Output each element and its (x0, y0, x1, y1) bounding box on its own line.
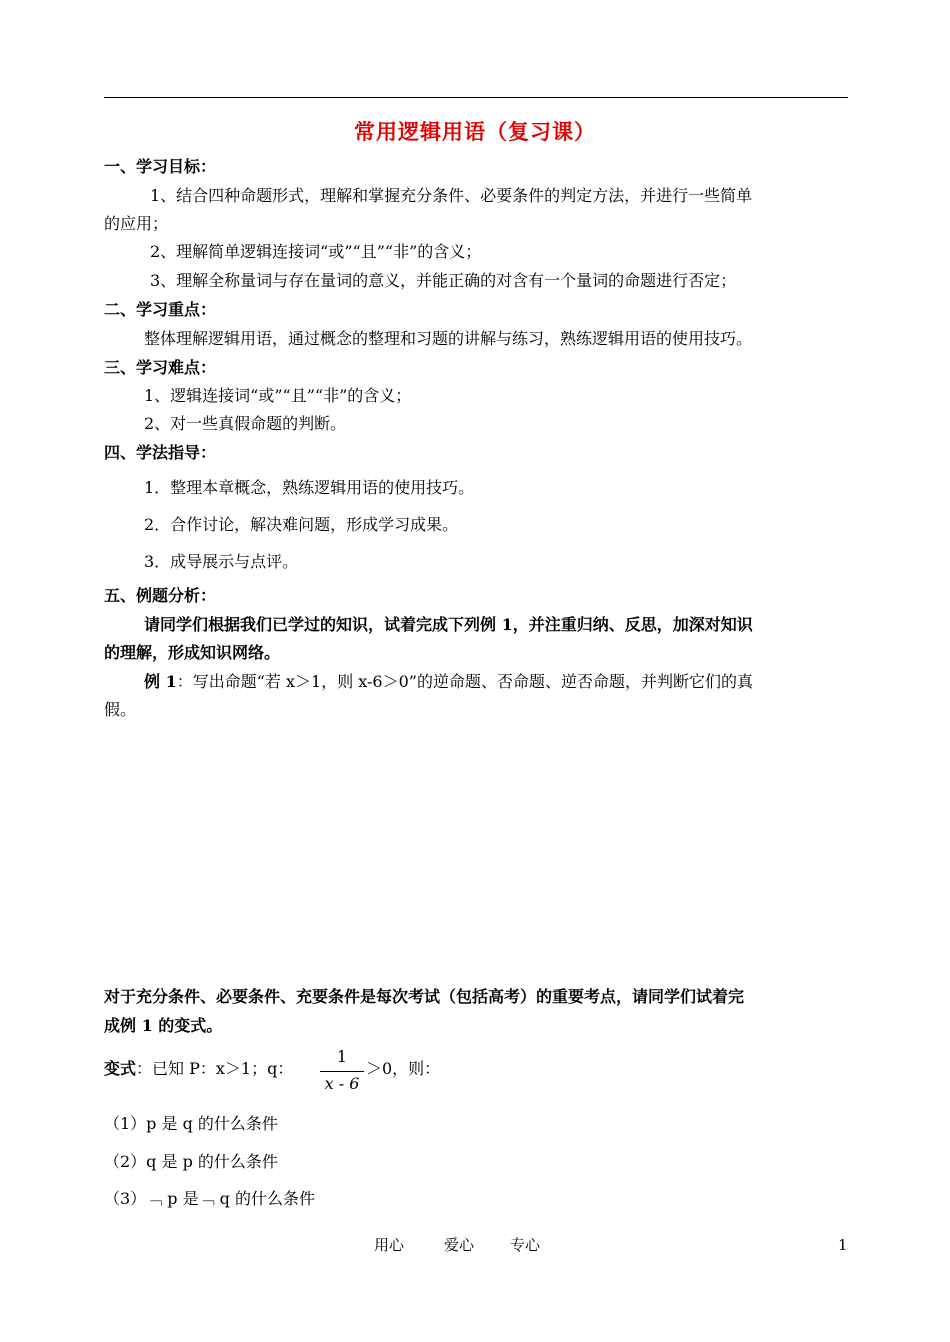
difficulty-2: 2、对一些真假命题的判断。 (144, 414, 347, 433)
difficulty-1: 1、逻辑连接词“或”“且”“非”的含义； (144, 386, 412, 405)
page-number: 1 (838, 1236, 848, 1254)
fraction-denominator: x - 6 (324, 1074, 360, 1093)
variant-condition-suffix: ＞0，则： (366, 1059, 441, 1078)
example-intro-line-2: 的理解，形成知识网络。 (104, 643, 281, 662)
fraction (318, 1047, 366, 1097)
variant-question-1: （1）p 是 q 的什么条件 (104, 1114, 278, 1133)
variant-question-2: （2）q 是 p 的什么条件 (104, 1152, 278, 1171)
footer-word-1: 用心 (374, 1236, 405, 1254)
section-4-heading: 四、学法指导： (104, 443, 217, 462)
objective-1-line-1: 1、结合四种命题形式，理解和掌握充分条件、必要条件的判定方法，并进行一些简单 (150, 186, 753, 205)
fraction-numerator: 1 (336, 1047, 348, 1066)
header-rule (104, 97, 848, 98)
variant-question-3: （3）﹁ p 是﹁ q 的什么条件 (104, 1189, 316, 1208)
method-2: 2．合作讨论，解决难问题，形成学习成果。 (144, 515, 459, 534)
section-1-heading: 一、学习目标： (104, 157, 217, 176)
section-3-heading: 三、学习难点： (104, 358, 217, 377)
variant-condition-prefix: ：已知 P：x＞1；q： (136, 1059, 294, 1078)
fraction-bar (320, 1071, 364, 1072)
method-3: 3．成导展示与点评。 (144, 552, 299, 571)
method-1: 1．整理本章概念，熟练逻辑用语的使用技巧。 (144, 478, 475, 497)
example-1-line-2: 假。 (104, 700, 137, 719)
example-intro-line-1: 请同学们根据我们已学过的知识，试着完成下列例 1，并注重归纳、反思，加深对知识 (144, 615, 753, 634)
objective-2: 2、理解简单逻辑连接词“或”“且”“非”的含义； (150, 242, 482, 261)
section-5-heading: 五、例题分析： (104, 586, 217, 605)
variant-condition (104, 1059, 318, 1079)
example-1-line-1 (104, 672, 848, 692)
variant-lead-line-1: 对于充分条件、必要条件、充要条件是每次考试（包括高考）的重要考点，请同学们试着完 (104, 987, 745, 1006)
section-2-heading: 二、学习重点： (104, 300, 217, 319)
page-title: 常用逻辑用语（复习课） (354, 119, 596, 144)
objective-3: 3、理解全称量词与存在量词的意义，并能正确的对含有一个量词的命题进行否定； (150, 271, 737, 290)
variant-lead-line-2: 成例 1 的变式。 (104, 1016, 223, 1035)
example-1-text: ：写出命题“若 x＞1，则 x-6＞0”的逆命题、否命题、逆否命题，并判断它们的真 (176, 672, 753, 691)
footer-word-2: 爱心 (444, 1236, 475, 1254)
example-1-label: 例 1 (144, 672, 177, 691)
objective-1-line-2: 的应用； (104, 214, 169, 233)
footer-word-3: 专心 (510, 1236, 541, 1254)
variant-label: 变式 (104, 1059, 137, 1078)
key-points-text: 整体理解逻辑用语，通过概念的整理和习题的讲解与练习，熟练逻辑用语的使用技巧。 (144, 329, 753, 348)
